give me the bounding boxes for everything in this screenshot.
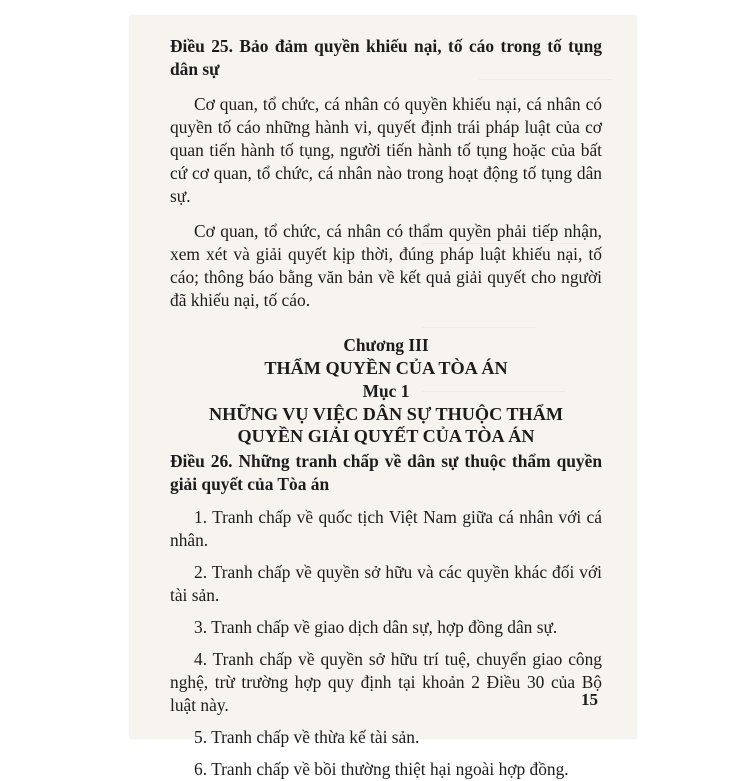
section-title-line-2: QUYỀN GIẢI QUYẾT CỦA TÒA ÁN xyxy=(237,426,535,446)
article-26-item: 4. Tranh chấp về quyền sở hữu trí tuệ, chuyển giao công nghệ, trừ trường hợp quy định tại khoản 2 Điều 30 của Bộ luật này. xyxy=(170,649,602,715)
article-26-title: Điều 26. Những tranh chấp về dân sự thuộc thẩm quyền giải quyết của Tòa án xyxy=(170,451,602,494)
page-content xyxy=(170,35,602,781)
article-26-item: 3. Tranh chấp về giao dịch dân sự, hợp đồng dân sự. xyxy=(194,617,558,637)
article-26-item: 1. Tranh chấp về quốc tịch Việt Nam giữa cá nhân với cá nhân. xyxy=(170,507,602,550)
article-26-item: 2. Tranh chấp về quyền sở hữu và các quyền khác đối với tài sản. xyxy=(170,562,602,605)
section-label: Mục 1 xyxy=(362,381,410,401)
chapter-label: Chương III xyxy=(343,335,429,355)
chapter-title: THẨM QUYỀN CỦA TÒA ÁN xyxy=(264,358,508,378)
article-25-paragraph-2: Cơ quan, tổ chức, cá nhân có thẩm quyền phải tiếp nhận, xem xét và giải quyết kịp thời, đúng pháp luật khiếu nại, tố cáo; thông báo bằng văn bản về kết quả giải quyết cho người đã khiếu nại, tố cáo. xyxy=(170,221,602,310)
book-page xyxy=(130,16,636,779)
article-26-item: 5. Tranh chấp về thừa kế tài sản. xyxy=(194,727,420,747)
page-number: 15 xyxy=(581,690,598,709)
article-25-paragraph-1: Cơ quan, tổ chức, cá nhân có quyền khiếu nại, cá nhân có quyền tố cáo những hành vi, quyết định trái pháp luật của cơ quan tiến hành tố tụng, người tiến hành tố tụng hoặc của bất cứ cơ quan, tổ chức, cá nhân nào trong hoạt động tố tụng dân sự. xyxy=(170,94,602,206)
section-title-line-1: NHỮNG VỤ VIỆC DÂN SỰ THUỘC THẨM xyxy=(208,404,564,424)
article-25-title: Điều 25. Bảo đảm quyền khiếu nại, tố cáo trong tố tụng dân sự xyxy=(170,36,602,79)
article-26-item: 6. Tranh chấp về bồi thường thiệt hại ngoài hợp đồng. xyxy=(194,759,569,779)
